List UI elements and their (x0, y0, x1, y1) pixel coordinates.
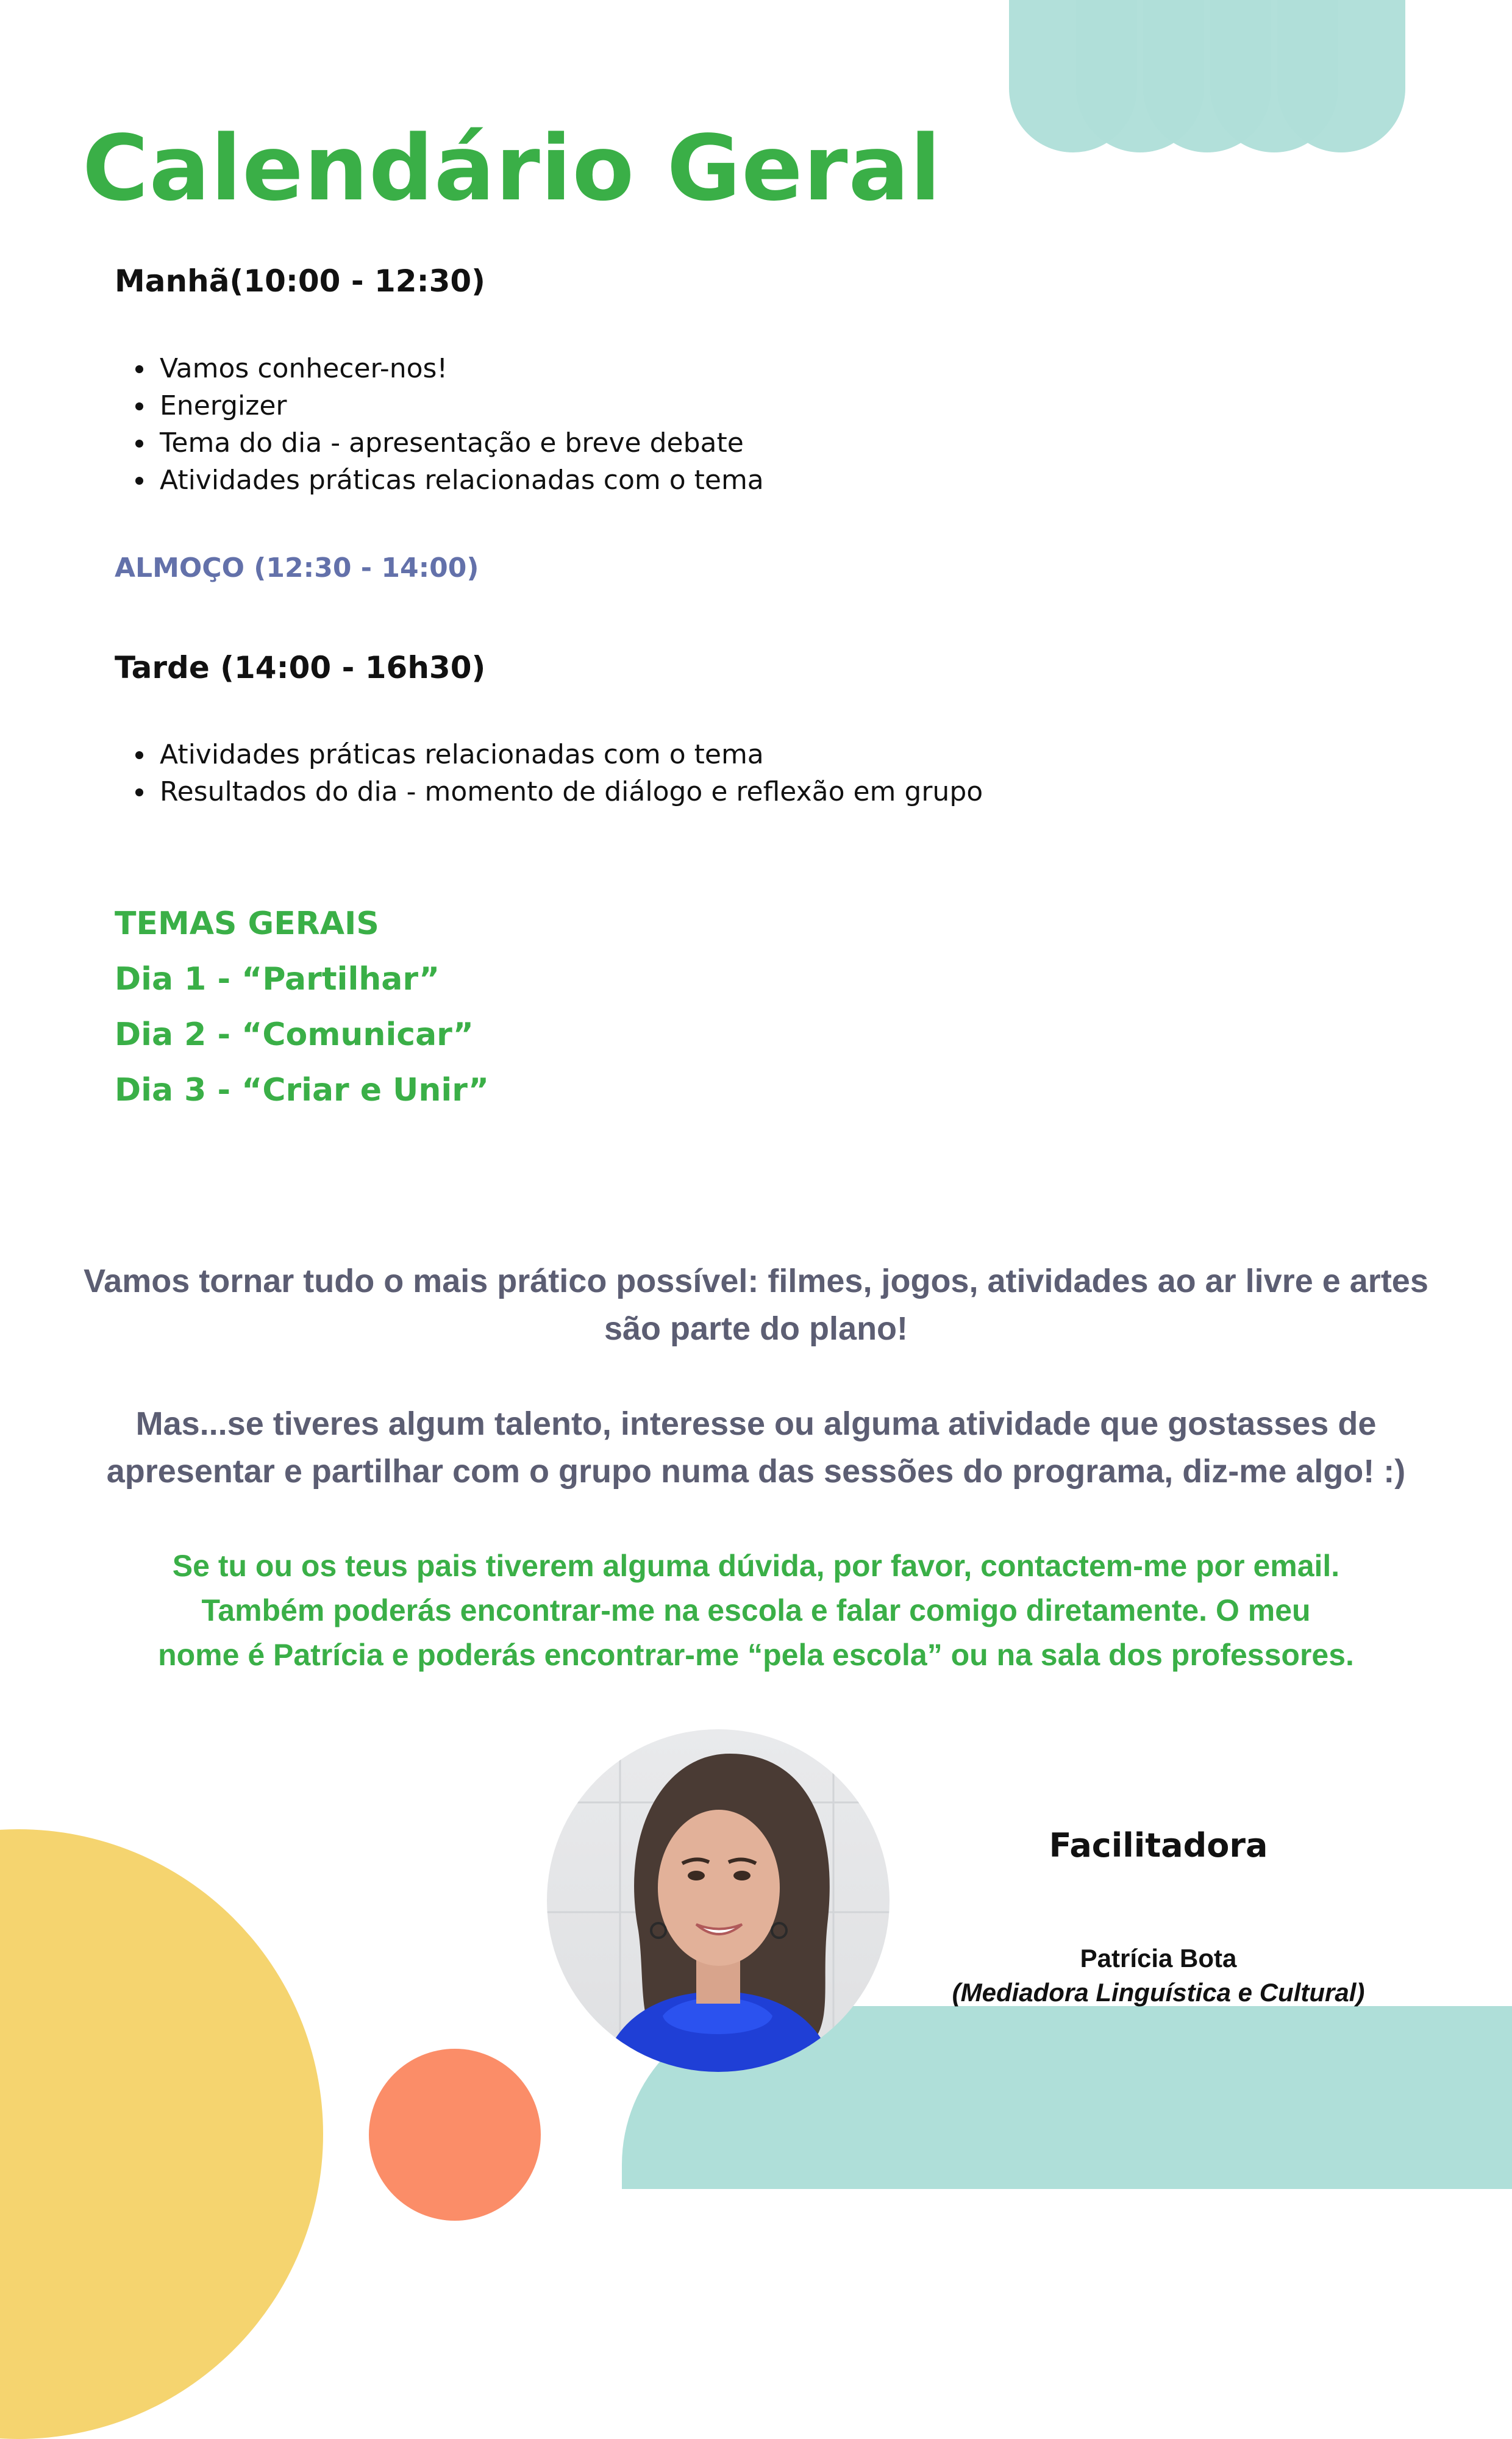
facilitator-subtitle: (Mediadora Linguística e Cultural) (952, 1978, 1365, 2007)
contact-paragraph (49, 1544, 1463, 1677)
paragraph-line: Se tu ou os teus pais tiverem alguma dúvida, por favor, contactem-me por email. (172, 1549, 1340, 1583)
page-title: Calendário Geral (82, 116, 942, 221)
paragraph-line: nome é Patrícia e poderás encontrar-me “pela escola” ou na sala dos professores. (158, 1638, 1354, 1672)
afternoon-list (160, 736, 983, 810)
facilitator-photo (547, 1729, 890, 2072)
paragraph-line: Também poderás encontrar-me na escola e falar comigo diretamente. O meu (201, 1593, 1311, 1627)
theme-day: Dia 1 - “Partilhar” (115, 961, 440, 998)
morning-list (160, 350, 764, 499)
paragraph-line: Vamos tornar tudo o mais prático possível: filmes, jogos, atividades ao ar livre e artes (84, 1263, 1428, 1299)
lunch-heading: ALMOÇO (12:30 - 14:00) (115, 552, 479, 584)
decorative-arches (1009, 0, 1411, 159)
talent-paragraph (49, 1400, 1463, 1495)
list-item: Tema do dia - apresentação e breve debate (160, 424, 764, 462)
arch-shape (1277, 0, 1405, 152)
list-item: Vamos conhecer-nos! (160, 350, 764, 387)
coral-circle (369, 2049, 541, 2221)
list-item: Resultados do dia - momento de diálogo e reflexão em grupo (160, 773, 983, 810)
themes-heading: TEMAS GERAIS (115, 905, 379, 942)
theme-day: Dia 3 - “Criar e Unir” (115, 1072, 490, 1109)
practical-paragraph (49, 1257, 1463, 1352)
paragraph-line: apresentar e partilhar com o grupo numa das sessões do programa, diz-me algo! :) (106, 1453, 1406, 1490)
theme-day: Dia 2 - “Comunicar” (115, 1016, 474, 1053)
paragraph-line: Mas...se tiveres algum talento, interesse ou alguma atividade que gostasses de (135, 1405, 1377, 1442)
list-item: Energizer (160, 387, 764, 424)
list-item: Atividades práticas relacionadas com o tema (160, 462, 764, 499)
portrait-illustration (547, 1729, 890, 2072)
facilitator-name: Patrícia Bota (1080, 1944, 1237, 1973)
afternoon-heading: Tarde (14:00 - 16h30) (115, 650, 486, 685)
list-item: Atividades práticas relacionadas com o tema (160, 736, 983, 773)
paragraph-line: são parte do plano! (604, 1310, 908, 1347)
general-themes (115, 896, 489, 1118)
morning-heading: Manhã(10:00 - 12:30) (115, 263, 486, 299)
yellow-quarter-circle (0, 1829, 323, 2439)
facilitator-role: Facilitadora (1049, 1826, 1268, 1865)
